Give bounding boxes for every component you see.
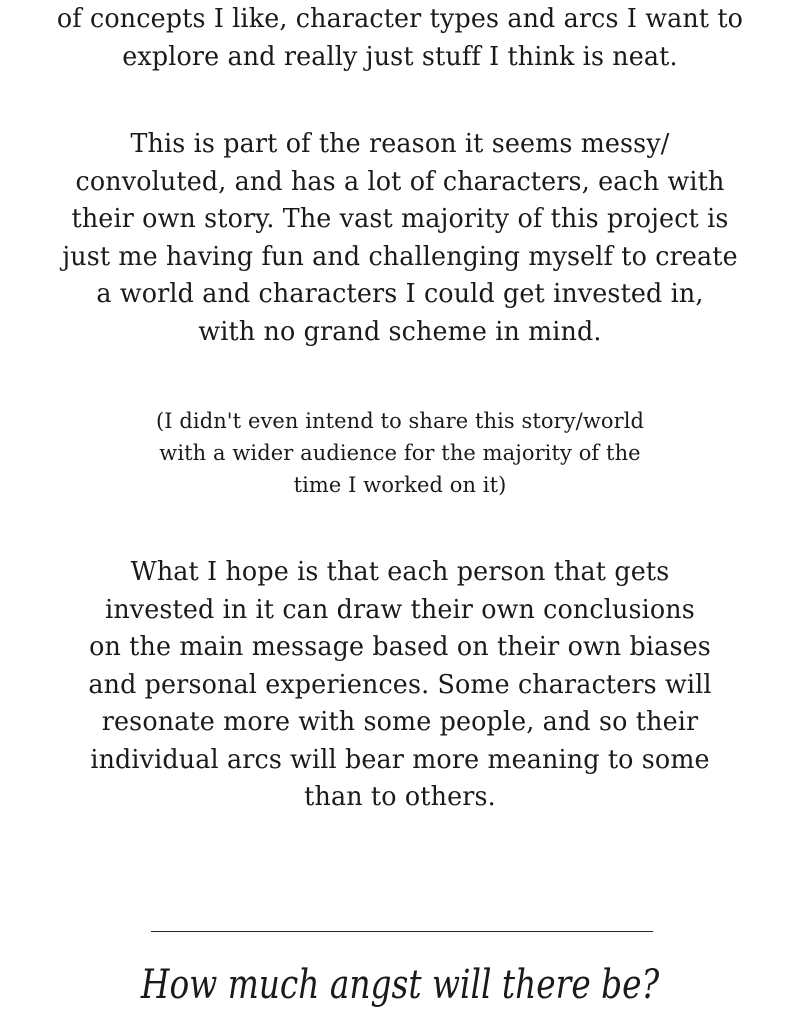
text-line: convoluted, and has a lot of characters, each with	[75, 166, 725, 197]
text-line: of concepts I like, character types and arcs I want to	[56, 4, 744, 34]
text-line: with a wider audience for the majority of the	[159, 441, 641, 466]
text-line: with no grand scheme in mind.	[198, 316, 602, 347]
body-paragraph-1	[0, 126, 800, 351]
text-line: than to others.	[304, 782, 496, 812]
section-heading: How much angst will there be?	[140, 962, 660, 1008]
text-line: and personal experiences. Some characters will	[88, 669, 712, 700]
text-line: time I worked on it)	[293, 473, 507, 498]
text-line: just me having fun and challenging myself to create	[62, 241, 738, 272]
body-paragraph-2	[0, 554, 800, 817]
intro-paragraph-end	[0, 1, 800, 76]
section-divider	[151, 931, 653, 932]
text-line: (I didn't even intend to share this story/world	[155, 409, 645, 434]
text-line: a world and characters I could get invested in,	[96, 279, 704, 309]
text-line: individual arcs will bear more meaning to some	[90, 744, 710, 775]
text-line: invested in it can draw their own conclusions	[105, 594, 695, 625]
text-line: resonate more with some people, and so their	[101, 707, 699, 737]
text-line: What I hope is that each person that gets	[130, 557, 670, 587]
text-line: This is part of the reason it seems messy/	[130, 129, 670, 159]
text-line: their own story. The vast majority of this project is	[71, 204, 729, 234]
text-line: explore and really just stuff I think is neat.	[122, 41, 678, 72]
aside-note	[0, 406, 800, 502]
text-line: on the main message based on their own biases	[89, 632, 711, 662]
